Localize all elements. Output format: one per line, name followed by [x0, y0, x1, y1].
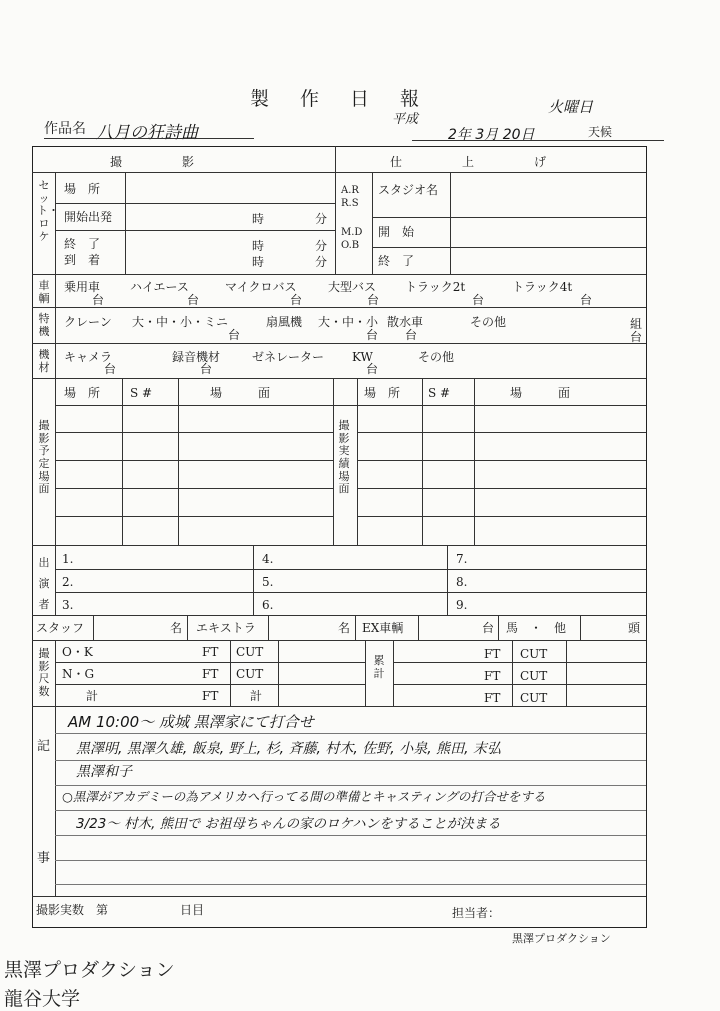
vehicle-item-2: マイクロバス [225, 280, 297, 294]
day-prefix: 第 [96, 903, 109, 917]
special-unit-3: 台 [630, 330, 643, 344]
staff-div2 [187, 615, 188, 640]
sched-row-e [357, 432, 646, 433]
vehicle-unit-4: 台 [472, 293, 485, 307]
company-name: 黒澤プロダクション [512, 932, 611, 945]
ex-vehicle-label: EX車輌 [362, 621, 404, 635]
actual-label: 撮影実績場面 [338, 419, 350, 496]
staff-div3 [268, 615, 269, 640]
sched-row-f [357, 460, 646, 461]
notes-label-bottom: 事 [37, 851, 51, 866]
vehicle-top [32, 274, 646, 275]
cast-num-1: 1. [62, 552, 74, 566]
cast-side-label: 出演者 [38, 556, 50, 611]
set-side-divider [55, 172, 56, 274]
film-total-label: 計 [86, 689, 99, 703]
vehicle-unit-3: 台 [367, 293, 380, 307]
actual-col2 [474, 378, 475, 545]
weekday: 火曜日 [548, 98, 594, 116]
manager-label: 担当者： [452, 906, 501, 920]
arrive-hour: 時 [252, 255, 265, 269]
arrive-min: 分 [315, 255, 328, 269]
special-top [32, 307, 646, 308]
cumulative-label: 累計 [373, 654, 385, 680]
staff-name-unit: 名 [170, 621, 183, 635]
equipment-item-3: KW [352, 350, 373, 364]
date-underline [412, 140, 664, 141]
note-line-2: 黒澤明, 黒澤久雄, 飯泉, 野上, 杉, 斉藤, 村木, 佐野, 小泉, 熊田, 末弘 [76, 741, 502, 757]
cum-ft-1: FT [484, 647, 501, 661]
ng-ft: FT [202, 667, 219, 681]
notes-line-3 [55, 785, 646, 786]
day-suffix: 日目 [180, 903, 205, 917]
cum-cut-2: CUT [520, 669, 548, 683]
vehicle-unit-1: 台 [187, 293, 200, 307]
film-cut-col [278, 640, 279, 706]
ar-rs-label: A.R R.S [341, 185, 359, 209]
film-side-divider [55, 640, 56, 706]
cast-num-7: 7. [456, 552, 468, 566]
staff-div1 [93, 615, 94, 640]
equipment-item-0: キャメラ [64, 350, 113, 364]
special-unit-1: 台 [366, 328, 379, 342]
place-label: 場 所 [64, 182, 101, 196]
cast-num-3: 3. [62, 598, 74, 612]
cast-row1 [55, 569, 646, 570]
notes-top [32, 706, 646, 707]
note-line-3: 黒澤和子 [76, 764, 132, 780]
start-hour: 時 [252, 212, 265, 226]
cast-col1 [253, 545, 254, 615]
film-right-side [393, 640, 394, 706]
vehicle-item-0: 乗用車 [64, 280, 101, 294]
special-item-2: 扇風機 [266, 315, 303, 329]
sched-row-a [55, 432, 333, 433]
ng-cut: CUT [236, 667, 264, 681]
film-top [32, 640, 646, 641]
cum-ft-3: FT [484, 691, 501, 705]
notes-line-1 [55, 733, 646, 734]
title-value: 八月の狂詩曲 [96, 123, 198, 143]
arrive-label: 到 着 [64, 253, 101, 267]
vehicle-item-5: トラック4t [512, 280, 573, 294]
cast-num-6: 6. [262, 598, 274, 612]
notes-line-7 [55, 884, 646, 885]
total-cut: 計 [250, 689, 263, 703]
note-line-1: AM 10:00～ 成城 黒澤家にて打合せ [68, 713, 314, 731]
staff-label: スタッフ [36, 621, 85, 635]
film-ft-col [230, 640, 231, 706]
vehicle-unit-2: 台 [290, 293, 303, 307]
start-label: 開始出発 [64, 210, 113, 224]
notes-side-divider [55, 706, 56, 896]
cast-num-2: 2. [62, 575, 74, 589]
report-title: 製 作 日 報 [250, 88, 426, 110]
title-label: 作品名 [44, 121, 86, 137]
equipment-top [32, 343, 646, 344]
cast-num-8: 8. [456, 575, 468, 589]
planned-col2 [178, 378, 179, 545]
sched-row-c [55, 488, 333, 489]
extra-name-unit: 名 [338, 621, 351, 635]
frame-bottom [32, 927, 646, 928]
horse-unit: 頭 [628, 621, 641, 635]
sched-row-g [357, 488, 646, 489]
cum-cut-3: CUT [520, 691, 548, 705]
cast-top [32, 545, 646, 546]
notes-line-2 [55, 760, 646, 761]
horse-label: 馬 ・ 他 [506, 621, 567, 635]
special-item-4: 散水車 [387, 315, 424, 329]
film-row3 [393, 662, 646, 663]
watermark-line1: 黒澤プロダクション [4, 959, 175, 981]
special-extra-unit: 組 [630, 317, 643, 331]
film-mid-col [365, 640, 366, 706]
special-side-label: 特機 [38, 312, 50, 338]
film-side-label: 撮影尺数 [38, 647, 50, 698]
total-ft: FT [202, 689, 219, 703]
equipment-side-label: 機材 [38, 348, 50, 374]
end-min: 分 [315, 239, 328, 253]
footer-top [32, 896, 646, 897]
film-row2 [55, 684, 365, 685]
ex-vehicle-unit: 台 [482, 621, 495, 635]
special-item-0: クレーン [64, 315, 112, 329]
planned-col-place: 場 所 [64, 386, 101, 400]
vehicle-item-3: 大型バス [328, 280, 377, 294]
special-item-3: 大・中・小 [318, 315, 379, 329]
staff-div4 [355, 615, 356, 640]
film-row1 [55, 662, 365, 663]
set-label-divider [125, 172, 126, 274]
ok-label: O・K [62, 645, 93, 659]
end-label: 終 了 [64, 237, 101, 251]
actual-col1 [422, 378, 423, 545]
staff-div7 [580, 615, 581, 640]
title-underline [44, 138, 254, 139]
staff-div6 [498, 615, 499, 640]
equipment-item-2: ゼネレーター [252, 350, 325, 364]
vehicle-unit-0: 台 [92, 293, 105, 307]
watermark-line2: 龍谷大学 [4, 988, 81, 1010]
planned-end [333, 378, 334, 545]
frame-left [32, 146, 33, 928]
special-unit-0: 台 [228, 328, 241, 342]
planned-side-divider [55, 378, 56, 545]
date-value: 2年 3月 20日 [448, 127, 535, 143]
frame-top [32, 146, 646, 147]
ok-ft: FT [202, 645, 219, 659]
notes-line-6 [55, 860, 646, 861]
ng-label: N・G [62, 667, 95, 681]
set-row2 [55, 230, 335, 231]
equipment-item-1: 録音機材 [172, 350, 221, 364]
sched-row-b [55, 460, 333, 461]
finish-label-divider [450, 172, 451, 274]
equipment-unit-1: 台 [200, 362, 213, 376]
staff-div5 [418, 615, 419, 640]
planned-col-s: S # [130, 386, 153, 400]
staff-top [32, 615, 646, 616]
film-row4 [393, 684, 646, 685]
cast-col2 [447, 545, 448, 615]
schedule-top [32, 378, 646, 379]
studio-label: スタジオ名 [378, 183, 439, 197]
notes-line-4 [55, 810, 646, 811]
note-line-5: 3/23～ 村木, 熊田で お祖母ちゃんの家のロケハンをすることが決まる [76, 816, 501, 832]
extra-label: エキストラ [196, 621, 256, 635]
vehicle-unit-5: 台 [580, 293, 593, 307]
actual-col-scene: 場 面 [510, 386, 571, 400]
md-ob-label: M.D O.B [341, 227, 363, 251]
planned-label: 撮影予定場面 [38, 419, 50, 496]
frame-right [646, 146, 647, 928]
vehicle-side-label: 車輌 [38, 279, 50, 305]
set-row1 [55, 203, 335, 204]
actual-col-place: 場 所 [364, 386, 401, 400]
cast-num-9: 9. [456, 598, 468, 612]
cum-cut-1: CUT [520, 647, 548, 661]
finish-start-label: 開 始 [378, 225, 415, 239]
set-loca-label: セット・ロケ [37, 179, 59, 243]
film-ft-col2 [512, 640, 513, 706]
special-item-5: その他 [470, 315, 507, 329]
special-unit-2: 台 [405, 328, 418, 342]
ok-cut: CUT [236, 645, 264, 659]
cum-ft-2: FT [484, 669, 501, 683]
era-stamp: 平成 [392, 112, 419, 127]
end-hour: 時 [252, 239, 265, 253]
finish-inner-divider [372, 172, 373, 274]
special-item-1: 大・中・小・ミニ [132, 315, 229, 329]
cast-row2 [55, 592, 646, 593]
start-min: 分 [315, 212, 328, 226]
vehicle-item-4: トラック2t [405, 280, 466, 294]
finish-header: 仕 上 げ [390, 155, 571, 169]
cast-num-5: 5. [262, 575, 274, 589]
equipment-item-4: その他 [418, 350, 455, 364]
planned-col1 [122, 378, 123, 545]
vehicle-item-1: ハイエース [130, 280, 189, 294]
finish-row2 [372, 247, 646, 248]
equipment-unit-2: 台 [366, 362, 379, 376]
weather-label: 天候 [588, 125, 613, 139]
days-label: 撮影実数 [36, 903, 85, 917]
notes-line-5 [55, 835, 646, 836]
schedule-head [55, 405, 646, 406]
planned-col-scene: 場 面 [210, 386, 271, 400]
actual-side-divider [357, 378, 358, 545]
shooting-mid-divider [335, 146, 336, 274]
note-line-4: ○黒澤がアカデミーの為アメリカへ行ってる間の準備とキャスティングの打合せをする [62, 789, 546, 804]
finish-row1 [372, 217, 646, 218]
actual-col-s: S # [428, 386, 451, 400]
shooting-header: 撮 影 [110, 155, 195, 169]
sched-row-d [55, 516, 333, 517]
equipment-unit-0: 台 [104, 362, 117, 376]
cast-num-4: 4. [262, 552, 274, 566]
sched-row-h [357, 516, 646, 517]
notes-label-top: 記 [37, 739, 51, 754]
finish-end-label: 終 了 [378, 254, 415, 268]
film-cut-col2 [566, 640, 567, 706]
cast-side-divider [55, 545, 56, 615]
